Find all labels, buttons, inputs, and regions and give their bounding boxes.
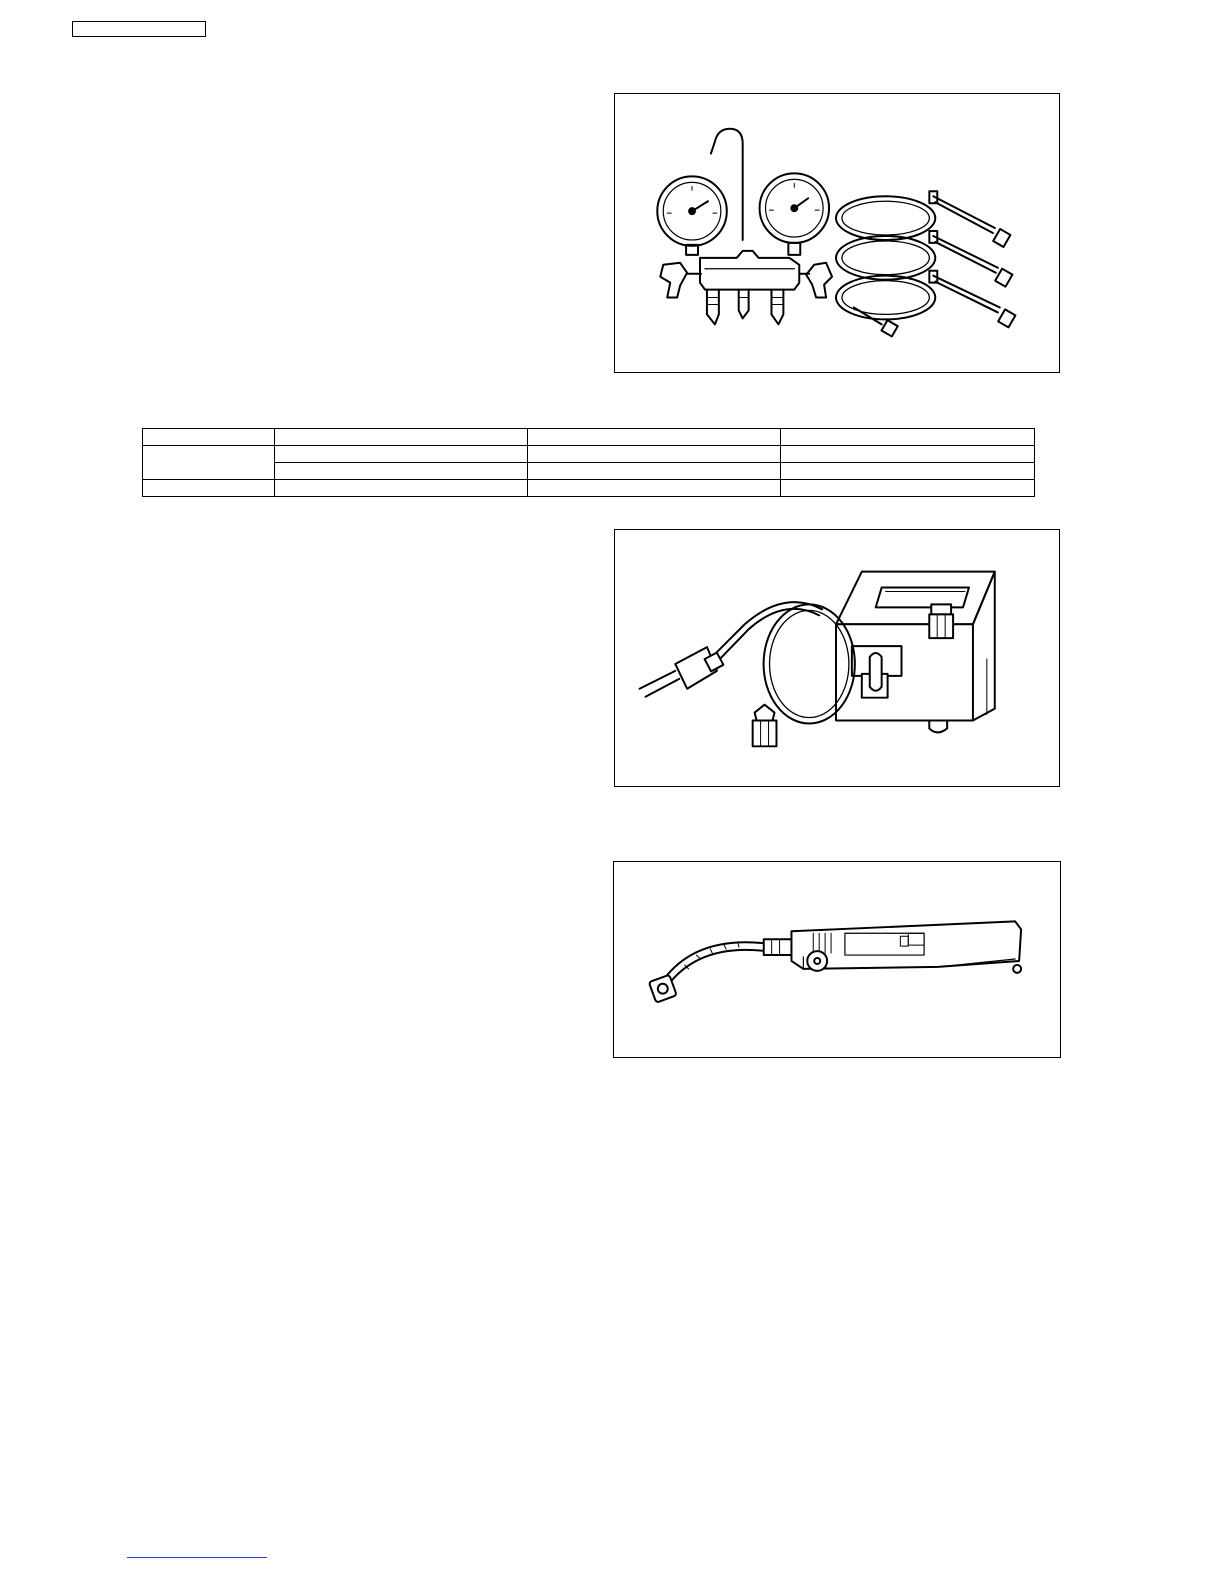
leak-detector-figure [613,861,1061,1058]
table-cell [781,429,1035,446]
table-cell [781,463,1035,480]
table-cell [528,446,781,463]
table-row [143,463,1035,480]
table-cell [781,446,1035,463]
table-cell [143,446,275,480]
vacuum-pump-adapter-figure [614,529,1060,787]
footer-link[interactable] [127,1557,267,1558]
table-cell [275,429,528,446]
page-header-box [72,21,206,37]
manifold-gauge-figure [614,93,1060,373]
vacuum-pump-adapter-icon [615,530,1059,786]
table-cell [275,446,528,463]
table-cell [143,480,275,497]
manifold-gauge-and-hoses-icon [615,94,1059,372]
electronic-leak-detector-icon [614,862,1060,1057]
table-cell [275,480,528,497]
table-cell [528,429,781,446]
table-cell [528,463,781,480]
table-cell [143,429,275,446]
table-cell [275,463,528,480]
table-row [143,446,1035,463]
table-cell [528,480,781,497]
table-cell [781,480,1035,497]
spec-table [142,428,1035,497]
table-row [143,429,1035,446]
table-row [143,480,1035,497]
